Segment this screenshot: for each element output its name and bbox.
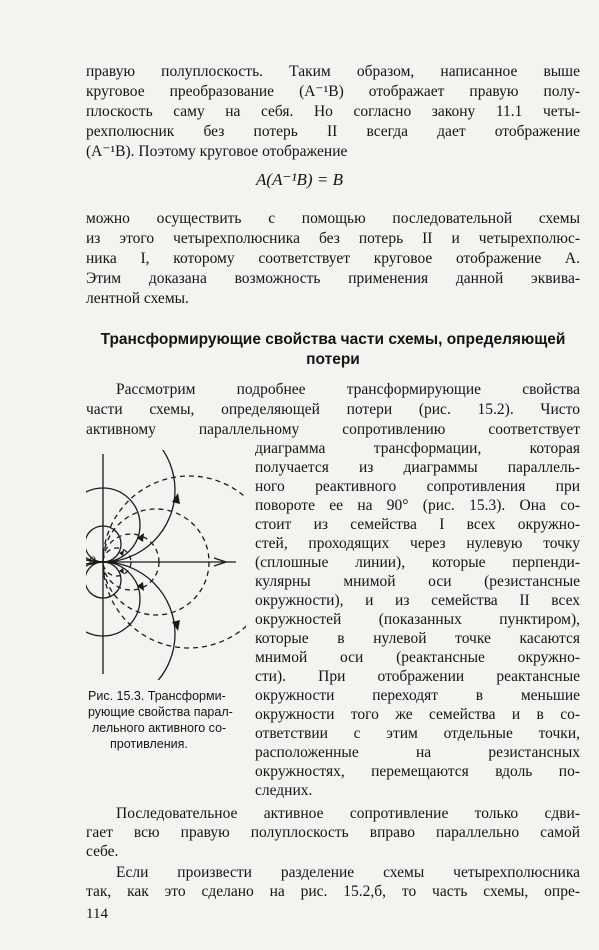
text-line: ответствии с этим отдельные точки,: [255, 725, 580, 742]
text-line: следних.: [255, 782, 313, 799]
text-line: Если произвести разделение схемы четырехполюсника: [116, 864, 580, 881]
figure-caption: лельного активного со-: [92, 721, 227, 735]
figure-caption: Рис. 15.3. Трансформи-: [88, 689, 226, 703]
text-line: стей, проходящих через нулевую точку: [255, 535, 580, 552]
text-line: окружностей (показанных пунктиром),: [255, 611, 580, 628]
text-line: диаграмма трансформации, которая: [255, 440, 580, 457]
text-line: из этого четырехполюсника без потерь II и четырехполюс-: [86, 230, 580, 247]
text-line: окружности), и из семейства II всех: [255, 592, 580, 609]
formula: A(A⁻¹B) = B: [256, 170, 343, 189]
text-line: ника I, которому соответствует круговое отображение A.: [86, 250, 580, 267]
text-line: лентной схемы.: [86, 290, 189, 307]
text-line: рехполюсник без потерь II всегда дает отображение: [86, 123, 580, 140]
text-line: окружности того же семейства и в со-: [255, 706, 580, 723]
text-line: себе.: [86, 843, 119, 860]
origin-label: 0: [89, 553, 96, 568]
text-line: повороте ее на 90° (рис. 15.3). Она со-: [255, 497, 580, 514]
text-line: (сплошные линии), которые перпенди-: [255, 554, 580, 571]
text-line: активному параллельному сопротивлению соответствует: [86, 421, 580, 438]
text-line: ного реактивного сопротивления при: [255, 478, 580, 495]
section-heading: потери: [306, 351, 360, 368]
text-line: Рассмотрим подробнее трансформирующие свойства: [116, 381, 580, 398]
text-line: мнимой оси (реактансные окружно-: [255, 649, 580, 666]
text-line: окружностях, перемещаются вдоль по-: [255, 763, 580, 780]
figure-15-3: [86, 450, 246, 680]
text-line: сти). При отображении реактансные: [255, 668, 580, 685]
text-line: части схемы, определяющей потери (рис. 15.2). Чисто: [86, 401, 580, 418]
text-line: Этим доказана возможность применения данной эквива-: [86, 270, 580, 287]
text-line: круговое преобразование (A⁻¹B) отображает правую полу-: [86, 83, 580, 100]
section-heading: Трансформирующие свойства части схемы, определяющей: [100, 331, 566, 348]
text-line: правую полуплоскость. Таким образом, написанное выше: [86, 63, 580, 80]
text-line: которые в нулевой точке касаются: [255, 630, 580, 647]
text-line: плоскость саму на себя. Но согласно закону 11.1 четы-: [86, 103, 580, 120]
figure-caption: противления.: [110, 737, 188, 751]
text-line: кулярны мнимой оси (резистансные: [255, 573, 580, 590]
text-line: Последовательное активное сопротивление только сдви-: [116, 805, 580, 822]
page-number: 114: [86, 906, 108, 922]
text-line: гает всю правую полуплоскость вправо параллельно самой: [86, 824, 580, 841]
text-line: (A⁻¹B). Поэтому круговое отображение: [86, 143, 348, 160]
text-line: можно осуществить с помощью последовательной схемы: [86, 210, 580, 227]
text-line: стоит из семейства I всех окружно-: [255, 516, 580, 533]
text-line: получается из диаграммы параллель-: [255, 459, 580, 476]
figure-caption: рующие свойства парал-: [88, 705, 233, 719]
text-line: так, как это сделано на рис. 15.2,б, то часть схемы, опре-: [86, 883, 580, 900]
text-line: расположенные на резистансных: [255, 744, 580, 761]
text-line: окружности переходят в меньшие: [255, 687, 580, 704]
